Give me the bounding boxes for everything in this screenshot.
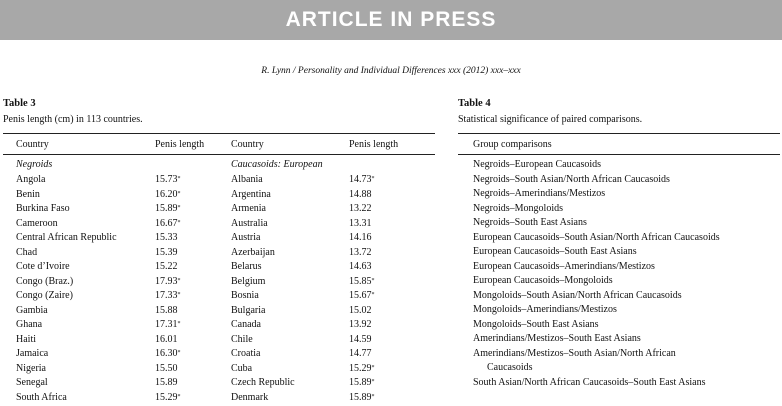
table4-row: European Caucasoids–Mongoloids bbox=[473, 275, 613, 286]
table3-value-right bbox=[349, 247, 372, 259]
table3-country-left: Benin bbox=[16, 189, 40, 200]
value-text: 14.73 bbox=[349, 174, 372, 185]
table3-country-right: Australia bbox=[231, 218, 268, 229]
table3-value-left bbox=[155, 232, 178, 244]
significance-marker: * bbox=[371, 365, 375, 371]
table3-country-right: Canada bbox=[231, 319, 261, 330]
table3-country-left: Congo (Zaire) bbox=[16, 290, 73, 301]
table3-value-right bbox=[349, 392, 375, 404]
value-text: 15.29 bbox=[155, 392, 178, 403]
table3-group-left: Negroids bbox=[16, 159, 53, 170]
value-text: 17.93 bbox=[155, 276, 178, 287]
table3-country-right: Albania bbox=[231, 174, 263, 185]
table3-country-right: Austria bbox=[231, 232, 261, 243]
table3-value-left bbox=[155, 203, 181, 215]
significance-marker: * bbox=[177, 176, 181, 182]
table3-country-right: Cuba bbox=[231, 363, 253, 374]
value-text: 15.73 bbox=[155, 174, 178, 185]
table3-value-right bbox=[349, 174, 375, 186]
table3-country-right: Denmark bbox=[231, 392, 269, 403]
table3-value-right bbox=[349, 203, 372, 215]
table3-country-right: Czech Republic bbox=[231, 377, 295, 388]
significance-marker: * bbox=[177, 394, 181, 400]
table4-row: Mongoloids–Amerindians/Mestizos bbox=[473, 304, 617, 315]
table3-country-left: Gambia bbox=[16, 305, 48, 316]
table3-value-right bbox=[349, 276, 375, 288]
value-text: 15.89 bbox=[349, 392, 372, 403]
table4-row: Negroids–South Asian/North African Caucasoids bbox=[473, 174, 670, 185]
value-text: 14.63 bbox=[349, 261, 372, 272]
table4-row: Mongoloids–South Asian/North African Caucasoids bbox=[473, 290, 682, 301]
table3-value-left bbox=[155, 377, 178, 389]
table3-country-left: Jamaica bbox=[16, 348, 49, 359]
significance-marker: * bbox=[177, 292, 181, 298]
value-text: 17.33 bbox=[155, 290, 178, 301]
value-text: 16.30 bbox=[155, 348, 178, 359]
table4-row: Negroids–European Caucasoids bbox=[473, 159, 602, 170]
table3-country-left: Haiti bbox=[16, 334, 36, 345]
table4-row: Amerindians/Mestizos–South East Asians bbox=[473, 333, 641, 344]
table3-country-right: Azerbaijan bbox=[231, 247, 275, 258]
table3-country-right: Bosnia bbox=[231, 290, 259, 301]
table4-row: Amerindians/Mestizos–South Asian/North African bbox=[473, 348, 676, 359]
table3-country-left: Cote d’Ivoire bbox=[16, 261, 70, 272]
significance-marker: * bbox=[177, 191, 181, 197]
table3-value-left bbox=[155, 276, 181, 288]
value-text: 16.20 bbox=[155, 189, 178, 200]
table3-value-right bbox=[349, 348, 372, 360]
running-head: R. Lynn / Personality and Individual Differences xxx (2012) xxx–xxx bbox=[261, 66, 521, 76]
table3-header-country-right: Country bbox=[231, 139, 264, 150]
table3-value-right bbox=[349, 334, 372, 346]
table3-title: Table 3 bbox=[3, 98, 36, 109]
table3-value-left bbox=[155, 348, 181, 360]
table4-row: South Asian/North African Caucasoids–South East Asians bbox=[473, 377, 706, 388]
value-text: 16.67 bbox=[155, 218, 178, 229]
table4-caption: Statistical significance of paired comparisons. bbox=[458, 114, 643, 125]
table3-value-right bbox=[349, 189, 372, 201]
table4-row: Caucasoids bbox=[487, 362, 533, 373]
table3-value-left bbox=[155, 247, 178, 259]
table4-row: Negroids–Amerindians/Mestizos bbox=[473, 188, 606, 199]
table3-country-right: Croatia bbox=[231, 348, 261, 359]
table3-value-right bbox=[349, 218, 372, 230]
value-text: 13.22 bbox=[349, 203, 372, 214]
value-text: 14.88 bbox=[349, 189, 372, 200]
table3-country-left: Cameroon bbox=[16, 218, 58, 229]
table3-country-left: Chad bbox=[16, 247, 38, 258]
table4-row: European Caucasoids–South East Asians bbox=[473, 246, 637, 257]
table3-value-right bbox=[349, 377, 375, 389]
table4-row: Negroids–South East Asians bbox=[473, 217, 587, 228]
significance-marker: * bbox=[371, 278, 375, 284]
table4-header: Group comparisons bbox=[473, 139, 552, 150]
table3-country-left: South Africa bbox=[16, 392, 67, 403]
value-text: 15.89 bbox=[155, 203, 178, 214]
value-text: 13.92 bbox=[349, 319, 372, 330]
value-text: 14.16 bbox=[349, 232, 372, 243]
value-text: 13.31 bbox=[349, 218, 372, 229]
table4-row: Negroids–Mongoloids bbox=[473, 203, 563, 214]
table3-value-left bbox=[155, 319, 181, 331]
value-text: 15.89 bbox=[349, 377, 372, 388]
table3-value-left bbox=[155, 363, 178, 375]
value-text: 15.50 bbox=[155, 363, 178, 374]
significance-marker: * bbox=[371, 379, 375, 385]
table3-value-right bbox=[349, 290, 375, 302]
value-text: 14.59 bbox=[349, 334, 372, 345]
value-text: 15.39 bbox=[155, 247, 178, 258]
table4-title: Table 4 bbox=[458, 98, 491, 109]
table3-value-right bbox=[349, 363, 375, 375]
table3-country-left: Senegal bbox=[16, 377, 48, 388]
table4-row: Mongoloids–South East Asians bbox=[473, 319, 599, 330]
significance-marker: * bbox=[371, 176, 375, 182]
table3-country-left: Angola bbox=[16, 174, 46, 185]
value-text: 15.02 bbox=[349, 305, 372, 316]
table3-country-right: Bulgaria bbox=[231, 305, 266, 316]
table3-country-left: Nigeria bbox=[16, 363, 46, 374]
table3-value-left bbox=[155, 218, 181, 230]
table3-top-rule bbox=[3, 133, 435, 134]
value-text: 13.72 bbox=[349, 247, 372, 258]
table3-value-left bbox=[155, 305, 178, 317]
significance-marker: * bbox=[371, 394, 375, 400]
table3-value-right bbox=[349, 232, 372, 244]
article-in-press-banner: ARTICLE IN PRESS bbox=[0, 0, 782, 40]
significance-marker: * bbox=[177, 220, 181, 226]
table3-value-left bbox=[155, 290, 181, 302]
significance-marker: * bbox=[177, 278, 181, 284]
value-text: 15.67 bbox=[349, 290, 372, 301]
table3-country-right: Belgium bbox=[231, 276, 266, 287]
table4-row: European Caucasoids–South Asian/North African Caucasoids bbox=[473, 232, 720, 243]
table3-country-right: Armenia bbox=[231, 203, 266, 214]
value-text: 15.89 bbox=[155, 377, 178, 388]
table3-value-left bbox=[155, 174, 181, 186]
significance-marker: * bbox=[177, 321, 181, 327]
significance-marker: * bbox=[177, 350, 181, 356]
value-text: 14.77 bbox=[349, 348, 372, 359]
value-text: 15.85 bbox=[349, 276, 372, 287]
table3-value-left bbox=[155, 334, 178, 346]
significance-marker: * bbox=[177, 205, 181, 211]
table3-country-left: Ghana bbox=[16, 319, 43, 330]
value-text: 15.88 bbox=[155, 305, 178, 316]
value-text: 17.31 bbox=[155, 319, 178, 330]
table3-value-left bbox=[155, 189, 181, 201]
table4-header-rule bbox=[458, 154, 780, 155]
value-text: 15.22 bbox=[155, 261, 178, 272]
table3-caption: Penis length (cm) in 113 countries. bbox=[3, 114, 143, 125]
value-text: 15.33 bbox=[155, 232, 178, 243]
table3-value-left bbox=[155, 392, 181, 404]
table3-header-country-left: Country bbox=[16, 139, 49, 150]
table3-country-right: Chile bbox=[231, 334, 253, 345]
table3-value-right bbox=[349, 261, 372, 273]
table3-header-rule bbox=[3, 154, 435, 155]
table3-country-right: Belarus bbox=[231, 261, 262, 272]
table3-country-left: Congo (Braz.) bbox=[16, 276, 74, 287]
table4-top-rule bbox=[458, 133, 780, 134]
table3-country-right: Argentina bbox=[231, 189, 271, 200]
value-text: 16.01 bbox=[155, 334, 178, 345]
table3-country-left: Central African Republic bbox=[16, 232, 117, 243]
table3-value-right bbox=[349, 319, 372, 331]
significance-marker: * bbox=[371, 292, 375, 298]
table4-row: European Caucasoids–Amerindians/Mestizos bbox=[473, 261, 655, 272]
table3-group-right: Caucasoids: European bbox=[231, 159, 323, 170]
table3-header-length-left: Penis length bbox=[155, 139, 205, 150]
table3-value-left bbox=[155, 261, 178, 273]
table3-country-left: Burkina Faso bbox=[16, 203, 70, 214]
table3-value-right bbox=[349, 305, 372, 317]
table3-header-length-right: Penis length bbox=[349, 139, 399, 150]
value-text: 15.29 bbox=[349, 363, 372, 374]
